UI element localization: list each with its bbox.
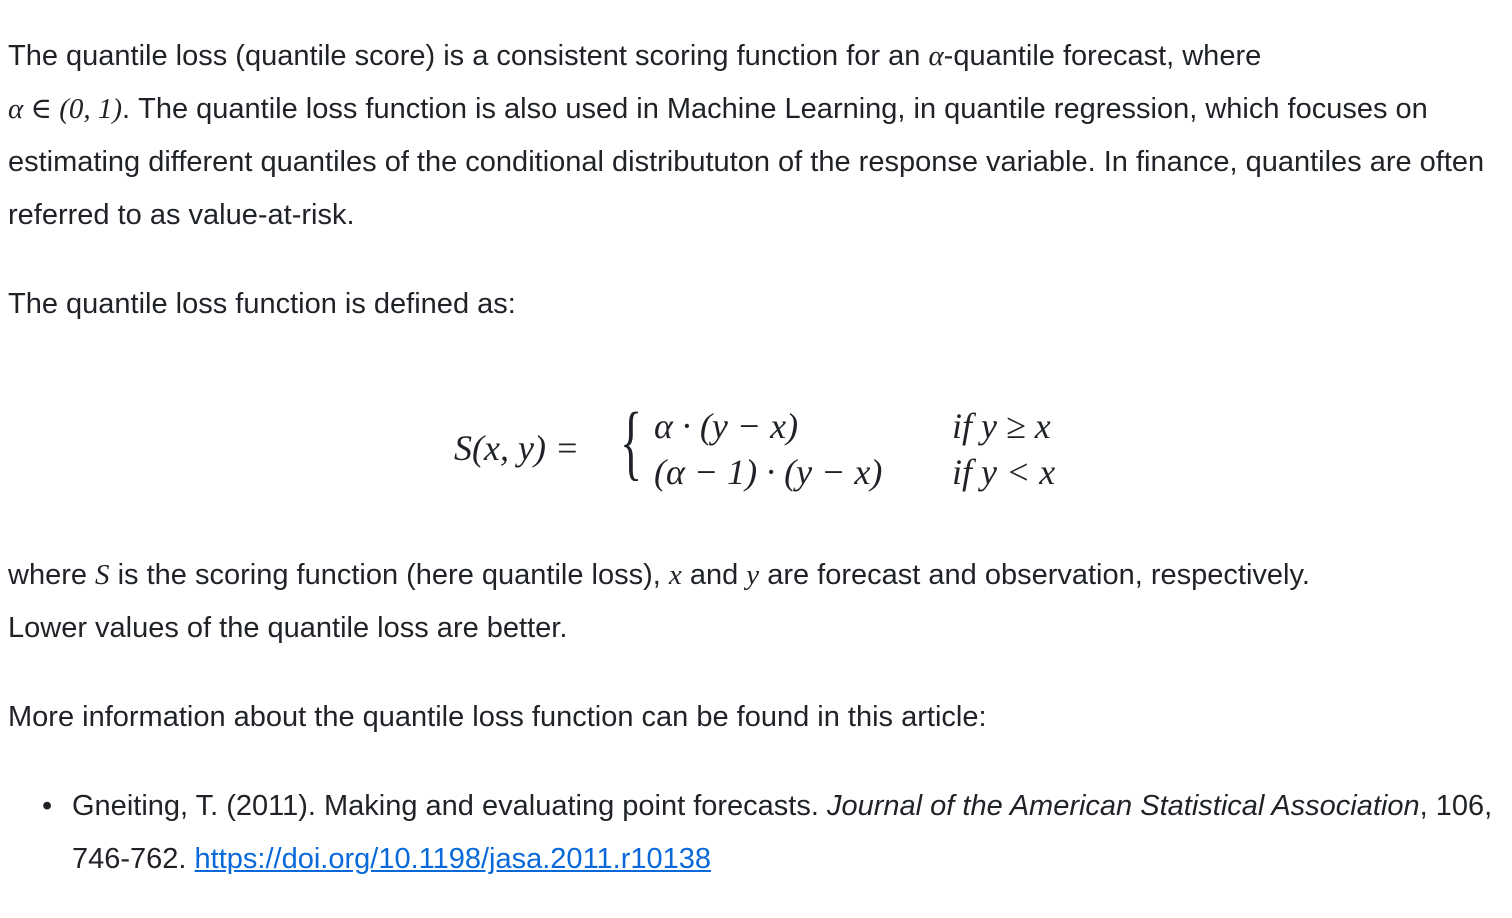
reference-details: , 106, 746-762.	[72, 790, 1493, 875]
case-2-condition: if y < x	[952, 452, 1056, 492]
case-1-expression: α · (y − x)	[654, 406, 799, 446]
reference-item	[42, 780, 1508, 886]
formula-brace: {	[620, 396, 643, 489]
symbol-x: x	[668, 559, 682, 591]
bullet-icon: •	[42, 790, 53, 822]
alpha-symbol: α	[928, 40, 944, 72]
reference-authors: Gneiting, T. (2011). Making and evaluating point forecasts.	[72, 790, 827, 822]
quantile-loss-formula	[8, 367, 1508, 537]
symbol-y: y	[746, 559, 760, 591]
intro-paragraph: The quantile loss (quantile score) is a consistent scoring function for an α-quantile forecast, where α ∈ (0, 1). The quantile loss function is also used in Machine Learning, in quantile regression, which focuses on estimating different quantiles of the conditional distribututon of the response variable. In finance, quantiles are often referred to as value-at-risk.	[8, 40, 1485, 231]
reference-list	[8, 780, 1508, 886]
alpha-interval: α ∈ (0, 1)	[8, 93, 123, 125]
reference-journal: Journal of the American Statistical Association	[826, 790, 1420, 822]
more-info-paragraph: More information about the quantile loss function can be found in this article:	[8, 701, 987, 733]
formula-lhs: S(x, y) =	[454, 428, 580, 468]
symbol-s: S	[95, 559, 110, 591]
variables-paragraph: where S is the scoring function (here quantile loss), x and y are forecast and observation, respectively. Lower values of the quantile loss are better.	[8, 559, 1310, 644]
doi-link[interactable]: https://doi.org/10.1198/jasa.2011.r10138	[194, 843, 712, 875]
case-1-condition: if y ≥ x	[952, 406, 1051, 446]
definition-intro: The quantile loss function is defined as:	[8, 288, 516, 320]
document-body	[8, 30, 1508, 886]
case-2-expression: (α − 1) · (y − x)	[654, 452, 883, 492]
